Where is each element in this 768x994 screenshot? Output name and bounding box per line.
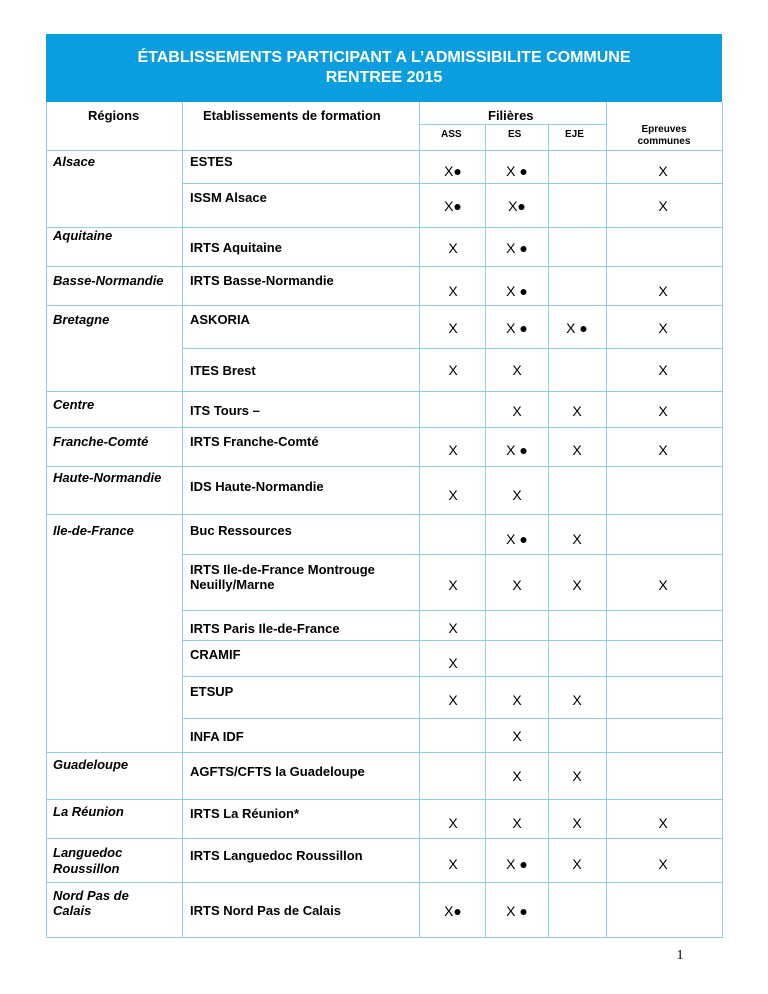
epreuves-mark: X: [658, 198, 668, 214]
eje-mark: X: [572, 815, 582, 831]
region-label: Languedoc: [53, 845, 123, 860]
ass-mark: X: [448, 240, 458, 256]
etablissement-label: IRTS Ile-de-France Montrouge: [190, 562, 375, 577]
ass-mark: X: [448, 856, 458, 872]
header-filieres: Filières: [488, 108, 534, 123]
etablissement-label: IRTS Nord Pas de Calais: [190, 903, 341, 918]
etablissement-label: IRTS Aquitaine: [190, 240, 282, 255]
header-etablissements: Etablissements de formation: [203, 108, 381, 123]
epreuves-mark: X: [658, 815, 668, 831]
etablissement-label: Buc Ressources: [190, 523, 292, 538]
ass-mark: X: [448, 815, 458, 831]
header-eje: EJE: [565, 129, 584, 140]
es-mark: X ●: [506, 856, 528, 872]
eje-mark: X: [572, 856, 582, 872]
ass-mark: X: [448, 362, 458, 378]
etablissement-label: CRAMIF: [190, 647, 241, 662]
ass-mark: X: [448, 655, 458, 671]
header-regions: Régions: [88, 108, 140, 123]
es-mark: X ●: [506, 283, 528, 299]
epreuves-mark: X: [658, 403, 668, 419]
ass-mark: X●: [444, 903, 462, 919]
etablissement-label: Neuilly/Marne: [190, 577, 275, 592]
etablissement-label: ASKORIA: [190, 312, 250, 327]
ass-mark: X: [448, 692, 458, 708]
eje-mark: X: [572, 768, 582, 784]
title-line-1: ÉTABLISSEMENTS PARTICIPANT A L’ADMISSIBILITE COMMUNE: [137, 49, 631, 66]
es-mark: X: [512, 815, 522, 831]
region-label: Guadeloupe: [53, 757, 129, 772]
etablissement-label: ESTES: [190, 154, 233, 169]
epreuves-mark: X: [658, 856, 668, 872]
ass-mark: X●: [444, 198, 462, 214]
region-label: Calais: [53, 903, 92, 918]
epreuves-mark: X: [658, 577, 668, 593]
region-label: La Réunion: [53, 804, 124, 819]
etablissement-label: ITS Tours –: [190, 403, 260, 418]
es-mark: X ●: [506, 240, 528, 256]
region-label: Franche-Comté: [53, 434, 149, 449]
etablissement-label: IRTS La Réunion*: [190, 806, 300, 821]
region-label: Nord Pas de: [53, 888, 129, 903]
etablissement-label: IDS Haute-Normandie: [190, 479, 324, 494]
ass-mark: X: [448, 320, 458, 336]
ass-mark: X●: [444, 163, 462, 179]
region-label: Centre: [53, 397, 95, 412]
eje-mark: X ●: [566, 320, 588, 336]
header-es: ES: [508, 129, 522, 140]
region-label: Ile-de-France: [53, 523, 134, 538]
region-label: Alsace: [53, 154, 95, 169]
es-mark: X: [512, 692, 522, 708]
es-mark: X: [512, 577, 522, 593]
es-mark: X ●: [506, 163, 528, 179]
es-mark: X: [512, 728, 522, 744]
eje-mark: X: [572, 531, 582, 547]
region-label: Roussillon: [53, 861, 120, 876]
epreuves-mark: X: [658, 320, 668, 336]
es-mark: X: [512, 768, 522, 784]
es-mark: X: [512, 403, 522, 419]
ass-mark: X: [448, 442, 458, 458]
ass-mark: X: [448, 620, 458, 636]
eje-mark: X: [572, 692, 582, 708]
etablissement-label: ITES Brest: [190, 363, 256, 378]
region-label: Aquitaine: [53, 228, 113, 243]
region-label: Basse-Normandie: [53, 273, 164, 288]
eje-mark: X: [572, 577, 582, 593]
ass-mark: X: [448, 577, 458, 593]
etablissement-label: IRTS Languedoc Roussillon: [190, 848, 363, 863]
epreuves-mark: X: [658, 283, 668, 299]
epreuves-mark: X: [658, 442, 668, 458]
es-mark: X ●: [506, 320, 528, 336]
epreuves-mark: X: [658, 163, 668, 179]
eje-mark: X: [572, 403, 582, 419]
page-number: 1: [676, 948, 684, 963]
region-label: Haute-Normandie: [53, 470, 162, 485]
etablissement-label: IRTS Paris Ile-de-France: [190, 621, 340, 636]
etablissement-label: IRTS Franche-Comté: [190, 434, 319, 449]
es-mark: X ●: [506, 903, 528, 919]
region-label: Bretagne: [53, 312, 110, 327]
header-ass: ASS: [441, 129, 462, 140]
etablissement-label: IRTS Basse-Normandie: [190, 273, 334, 288]
es-mark: X: [512, 487, 522, 503]
es-mark: X●: [508, 198, 526, 214]
title-line-2: RENTREE 2015: [325, 69, 443, 86]
document-title: [46, 34, 722, 102]
header-epreuves: Epreuves communes: [637, 124, 691, 147]
es-mark: X: [512, 362, 522, 378]
etablissement-label: AGFTS/CFTS la Guadeloupe: [190, 764, 365, 779]
etablissement-label: ETSUP: [190, 684, 234, 699]
es-mark: X ●: [506, 442, 528, 458]
etablissement-label: ISSM Alsace: [190, 190, 267, 205]
ass-mark: X: [448, 283, 458, 299]
es-mark: X ●: [506, 531, 528, 547]
eje-mark: X: [572, 442, 582, 458]
epreuves-mark: X: [658, 362, 668, 378]
etablissement-label: INFA IDF: [190, 729, 244, 744]
ass-mark: X: [448, 487, 458, 503]
